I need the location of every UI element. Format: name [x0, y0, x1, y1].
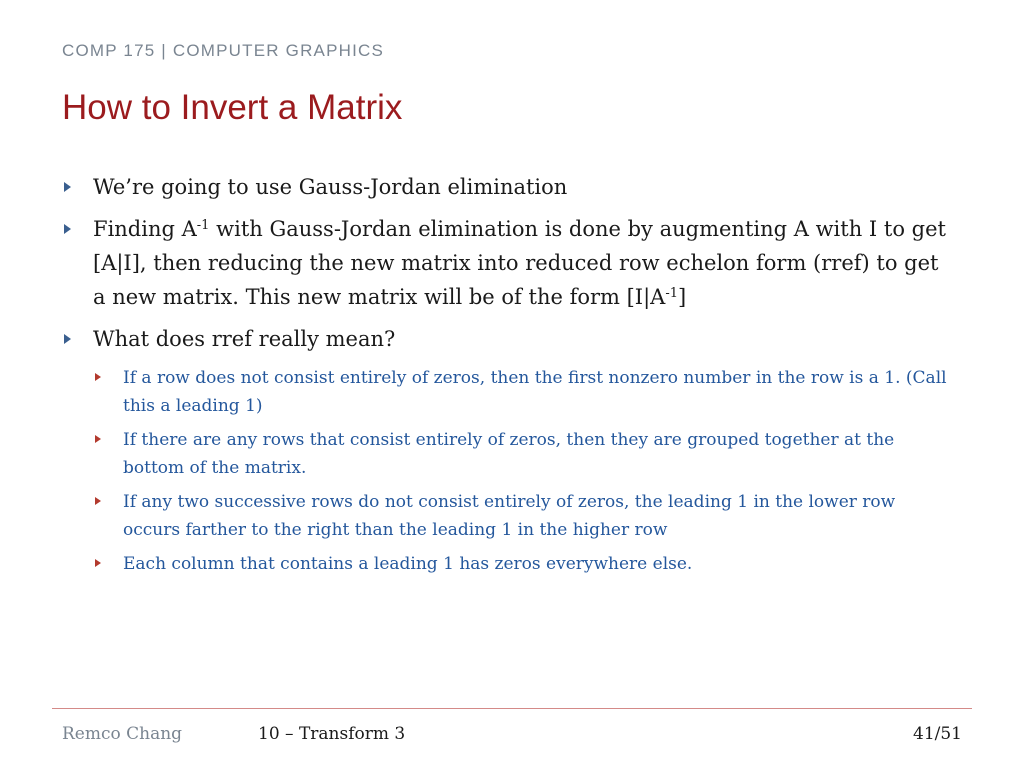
bullet-text: We’re going to use Gauss-Jordan elimination	[93, 175, 568, 199]
sub-bullet-text: If a row does not consist entirely of zeros, then the first nonzero number in the row is a 1. (Call this a leading 1)	[123, 368, 947, 416]
superscript-minus-one: -1	[196, 218, 210, 233]
bullet-gauss-jordan	[62, 170, 952, 204]
sub-bullet-arrow-icon	[95, 435, 101, 443]
bullet-finding-inverse	[62, 212, 952, 314]
footer-divider	[52, 708, 972, 709]
sub-bullet-arrow-icon	[95, 373, 101, 381]
bullet-arrow-icon	[64, 334, 71, 344]
sub-bullet-successive-rows	[93, 488, 952, 544]
sub-bullet-arrow-icon	[95, 497, 101, 505]
sub-bullet-text: Each column that contains a leading 1 has zeros everywhere else.	[123, 554, 693, 574]
sub-bullet-column-zeros	[93, 550, 952, 578]
bullet-arrow-icon	[64, 224, 71, 234]
sub-bullet-leading-one	[93, 364, 952, 420]
bullet-rref-question	[62, 322, 952, 356]
bullet-text-part2: with Gauss-Jordan elimination is done by augmenting A with I to get [A|I], then reducing the new matrix into reduced row echelon form (rref) to get a new matrix. This new matrix will be of the form [I|A	[93, 217, 946, 309]
footer-author: Remco Chang	[62, 724, 183, 744]
course-header: COMP 175 | COMPUTER GRAPHICS	[62, 41, 385, 60]
sub-bullet-text: If there are any rows that consist entirely of zeros, then they are grouped together at the bottom of the matrix.	[123, 430, 895, 478]
slide-content	[62, 170, 952, 584]
bullet-text-part1: Finding A	[93, 217, 197, 241]
bullet-text: What does rref really mean?	[93, 327, 396, 351]
footer-lecture: 10 – Transform 3	[258, 724, 406, 744]
bullet-arrow-icon	[64, 182, 71, 192]
slide-title: How to Invert a Matrix	[62, 88, 403, 127]
sub-bullet-zero-rows	[93, 426, 952, 482]
footer-page-number: 41/51	[913, 724, 962, 744]
sub-bullet-arrow-icon	[95, 559, 101, 567]
superscript-minus-one: -1	[665, 286, 679, 301]
sub-bullet-text: If any two successive rows do not consist entirely of zeros, the leading 1 in the lower row occurs farther to the right than the leading 1 in the higher row	[123, 492, 896, 540]
bullet-text-part3: ]	[678, 285, 687, 309]
